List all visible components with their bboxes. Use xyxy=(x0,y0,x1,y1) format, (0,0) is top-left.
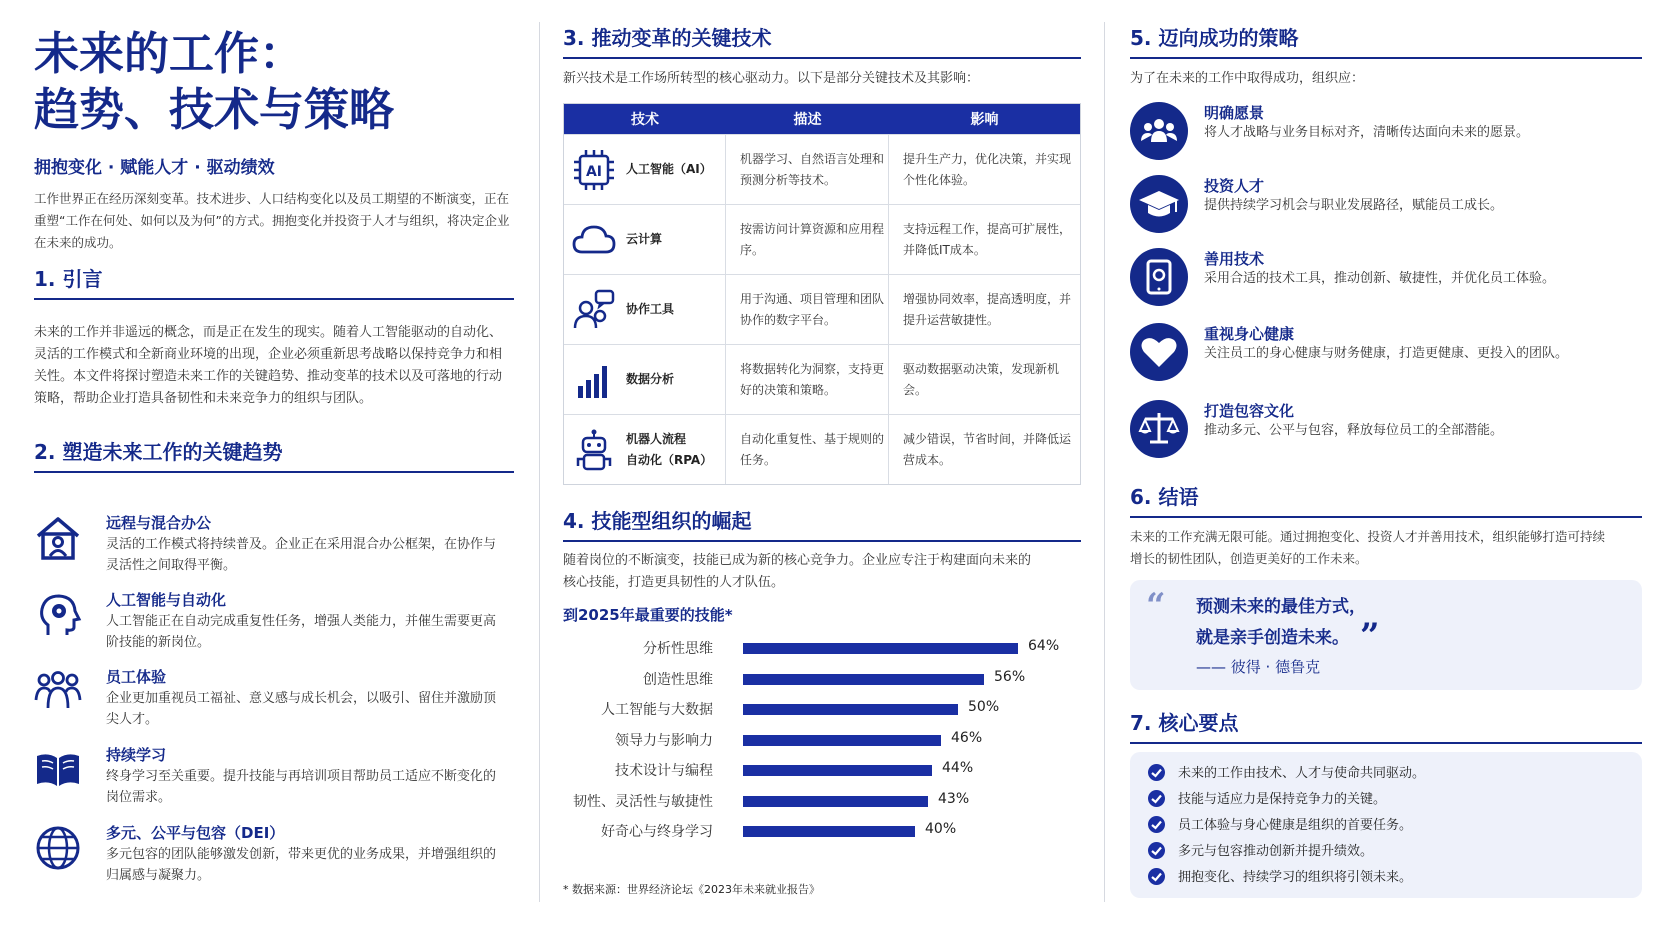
bar-value-label: 56% xyxy=(994,668,1026,685)
strategy-desc: 关注员工的身心健康与财务健康，打造更健康、更投入的团队。 xyxy=(1204,346,1569,361)
bar-chart-icon xyxy=(572,358,616,402)
key-point-text: 技能与适应力是保持竞争力的关键。 xyxy=(1178,792,1387,807)
strategy-title: 重视身心健康 xyxy=(1204,325,1295,343)
scales-icon xyxy=(1130,400,1188,458)
head-gear-icon xyxy=(34,591,82,639)
tech-impact: 支持远程工作，提高可扩展性，并降低IT成本。 xyxy=(903,221,1072,257)
column-divider xyxy=(1104,22,1105,902)
ai-chip-icon xyxy=(572,148,616,192)
strategy-title: 打造包容文化 xyxy=(1204,402,1295,420)
tech-desc: 按需访问计算资源和应用程序。 xyxy=(726,205,889,274)
table-row xyxy=(564,134,1080,204)
chart-source-note: * 数据来源：世界经济论坛《2023年未来就业报告》 xyxy=(563,883,820,896)
bar-category-label: 分析性思维 xyxy=(643,641,713,657)
bar xyxy=(743,826,915,837)
bar-category-label: 好奇心与终身学习 xyxy=(601,824,713,840)
table-header xyxy=(564,104,1080,134)
heart-icon xyxy=(1130,323,1188,381)
svg-text:AI: AI xyxy=(585,163,603,180)
bar xyxy=(743,674,984,685)
key-point-text: 未来的工作由技术、人才与使命共同驱动。 xyxy=(1178,766,1426,781)
tech-impact: 减少错误，节省时间，并降低运营成本。 xyxy=(903,431,1072,467)
tech-impact: 驱动数据驱动决策，发现新机会。 xyxy=(903,361,1060,397)
bar-value-label: 40% xyxy=(925,821,957,837)
skills-bar-chart xyxy=(563,638,1081,838)
section-7-heading: 7. 核心要点 xyxy=(1130,707,1642,744)
trend-item xyxy=(34,822,514,892)
trend-desc: 灵活的工作模式将持续普及。企业正在采用混合办公框架，在协作与灵活性之间取得平衡。 xyxy=(106,537,497,573)
tech-desc: 自动化重复性、基于规则的任务。 xyxy=(726,415,889,484)
trend-item xyxy=(34,666,514,736)
quote-line-2: 就是亲手创造未来。 xyxy=(1196,628,1349,648)
tech-name: 机器人流程 自动化（RPA） xyxy=(626,431,713,467)
cloud-icon xyxy=(572,218,616,262)
bar-row xyxy=(563,730,1081,750)
open-quote-icon: “ xyxy=(1146,586,1166,626)
section-3-heading: 3. 推动变革的关键技术 xyxy=(563,22,1081,59)
tech-name: 人工智能（AI） xyxy=(626,162,712,176)
title-line-2: 趋势、技术与策略 xyxy=(34,83,395,136)
key-point-text: 拥抱变化、持续学习的组织将引领未来。 xyxy=(1178,870,1413,885)
home-person-icon xyxy=(34,514,82,562)
tech-impact: 增强协同效率，提高透明度，并提升运营敏捷性。 xyxy=(903,291,1072,327)
strategy-title: 善用技术 xyxy=(1204,250,1265,268)
trend-title: 员工体验 xyxy=(106,668,167,686)
bar-row xyxy=(563,699,1081,719)
trend-desc: 人工智能正在自动完成重复性任务，增强人类能力，并催生需要更高阶技能的新岗位。 xyxy=(106,614,497,650)
chart-title: 到2025年最重要的技能* xyxy=(563,606,733,624)
trend-title: 持续学习 xyxy=(106,746,167,764)
section-4-body: 随着岗位的不断演变，技能已成为新的核心竞争力。企业应专注于构建面向未来的核心技能，打造更具韧性的人才队伍。 xyxy=(563,553,1032,590)
bar xyxy=(743,643,1018,654)
check-icon xyxy=(1148,868,1165,885)
bar xyxy=(743,765,932,776)
check-icon xyxy=(1148,816,1165,833)
tech-desc: 用于沟通、项目管理和团队协作的数字平台。 xyxy=(726,275,889,344)
bar-value-label: 64% xyxy=(1028,638,1060,654)
bar-value-label: 50% xyxy=(968,699,1000,715)
people-group-icon xyxy=(34,668,82,716)
tech-impact: 提升生产力，优化决策，并实现个性化体验。 xyxy=(903,151,1072,187)
intro-text: 工作世界正在经历深刻变革。技术进步、人口结构变化以及员工期望的不断演变，正在重塑“工作在何处、如何以及为何”的方式。拥抱变化并投资于人才与组织，将决定企业在未来的成功。 xyxy=(34,191,510,250)
table-row xyxy=(564,344,1080,414)
strategy-item xyxy=(1130,323,1642,381)
tech-desc: 机器学习、自然语言处理和预测分析等技术。 xyxy=(726,135,889,204)
key-point xyxy=(1148,762,1638,782)
tech-name: 云计算 xyxy=(626,232,663,246)
collaboration-icon xyxy=(572,288,616,332)
bar-category-label: 创造性思维 xyxy=(643,671,713,688)
strategy-title: 明确愿景 xyxy=(1204,104,1265,122)
tech-name: 数据分析 xyxy=(626,372,675,386)
section-3-intro: 新兴技术是工作场所转型的核心驱动力。以下是部分关键技术及其影响： xyxy=(563,71,980,86)
key-points-box xyxy=(1130,752,1642,898)
title-line-1: 未来的工作： xyxy=(34,27,305,80)
section-6-heading: 6. 结语 xyxy=(1130,481,1642,518)
strategy-title: 投资人才 xyxy=(1204,177,1265,195)
section-5-heading: 5. 迈向成功的策略 xyxy=(1130,22,1642,59)
strategy-desc: 将人才战略与业务目标对齐，清晰传达面向未来的愿景。 xyxy=(1204,125,1530,140)
strategy-item xyxy=(1130,400,1642,458)
check-icon xyxy=(1148,790,1165,807)
trend-item xyxy=(34,512,514,582)
trend-item xyxy=(34,589,514,659)
open-book-icon xyxy=(34,746,82,794)
trend-desc: 企业更加重视员工福祉、意义感与成长机会，以吸引、留住并激励顶尖人才。 xyxy=(106,691,497,727)
section-6-body: 未来的工作充满无限可能。通过拥抱变化、投资人才并善用技术，组织能够打造可持续增长的韧性团队，创造更美好的工作未来。 xyxy=(1130,529,1606,566)
bar-value-label: 46% xyxy=(951,729,983,746)
strategy-desc: 提供持续学习机会与职业发展路径，赋能员工成长。 xyxy=(1204,198,1504,213)
bar-category-label: 人工智能与大数据 xyxy=(601,702,713,718)
trend-desc: 终身学习至关重要。提升技能与再培训项目帮助员工适应不断变化的岗位需求。 xyxy=(106,769,497,805)
strategy-desc: 采用合适的技术工具，推动创新、敏捷性，并优化员工体验。 xyxy=(1204,271,1556,286)
team-icon xyxy=(1130,102,1188,160)
close-quote-icon: ” xyxy=(1360,616,1380,656)
key-point xyxy=(1148,788,1638,808)
key-point-text: 员工体验与身心健康是组织的首要任务。 xyxy=(1178,818,1413,833)
section-2-heading: 2. 塑造未来工作的关键趋势 xyxy=(34,436,514,473)
bar-row xyxy=(563,760,1081,780)
key-point xyxy=(1148,840,1638,860)
table-row xyxy=(564,274,1080,344)
page-title xyxy=(34,26,394,138)
column-header: 描述 xyxy=(793,112,822,128)
trend-desc: 多元包容的团队能够激发创新，带来更优的业务成果，并增强组织的归属感与凝聚力。 xyxy=(106,847,497,883)
strategy-item xyxy=(1130,248,1642,306)
tagline: 拥抱变化 · 赋能人才 · 驱动绩效 xyxy=(34,158,275,178)
bar-category-label: 技术设计与编程 xyxy=(615,763,713,779)
technology-table xyxy=(563,103,1081,485)
quote-box xyxy=(1130,580,1642,690)
bar-row xyxy=(563,638,1081,658)
quote-line-1: 预测未来的最佳方式， xyxy=(1196,597,1366,617)
graduation-cap-icon xyxy=(1130,175,1188,233)
column-divider xyxy=(539,22,540,902)
section-1-heading: 1. 引言 xyxy=(34,263,514,300)
strategy-desc: 推动多元、公平与包容，释放每位员工的全部潜能。 xyxy=(1204,423,1504,438)
quote-author: —— 彼得 · 德鲁克 xyxy=(1196,658,1321,676)
trend-title: 多元、公平与包容（DEI） xyxy=(106,824,285,842)
strategy-item xyxy=(1130,175,1642,233)
robot-icon xyxy=(572,428,616,472)
bar-value-label: 43% xyxy=(938,790,970,807)
key-point xyxy=(1148,814,1638,834)
table-row xyxy=(564,414,1080,484)
column-header: 影响 xyxy=(970,112,999,128)
section-4-heading: 4. 技能型组织的崛起 xyxy=(563,505,1081,542)
bar xyxy=(743,735,941,746)
bar-row xyxy=(563,821,1081,841)
check-icon xyxy=(1148,764,1165,781)
key-point xyxy=(1148,866,1638,886)
bar-row xyxy=(563,791,1081,811)
tablet-icon xyxy=(1130,248,1188,306)
section-5-intro: 为了在未来的工作中取得成功，组织应： xyxy=(1130,71,1365,86)
globe-icon xyxy=(34,824,82,872)
trend-item xyxy=(34,744,514,814)
tech-desc: 将数据转化为洞察，支持更好的决策和策略。 xyxy=(726,345,889,414)
bar-value-label: 44% xyxy=(942,760,974,776)
column-header: 技术 xyxy=(631,112,659,128)
trend-title: 远程与混合办公 xyxy=(106,514,212,532)
table-row xyxy=(564,204,1080,274)
key-point-text: 多元与包容推动创新并提升绩效。 xyxy=(1178,844,1374,859)
bar-category-label: 韧性、灵活性与敏捷性 xyxy=(573,793,713,810)
trend-title: 人工智能与自动化 xyxy=(106,591,227,609)
bar xyxy=(743,704,958,715)
strategy-item xyxy=(1130,102,1642,160)
bar-row xyxy=(563,669,1081,689)
bar xyxy=(743,796,928,807)
bar-category-label: 领导力与影响力 xyxy=(615,732,713,749)
tech-name: 协作工具 xyxy=(626,302,675,316)
check-icon xyxy=(1148,842,1165,859)
section-1-body: 未来的工作并非遥远的概念，而是正在发生的现实。随着人工智能驱动的自动化、灵活的工作模式和全新商业环境的出现，企业必须重新思考战略以保持竞争力和相关性。本文件将探讨塑造未来工作的关键趋势、推动变革的技术以及可落地的行动策略，帮助企业打造具备韧性和未来竞争力的组织与团队。 xyxy=(34,325,503,406)
